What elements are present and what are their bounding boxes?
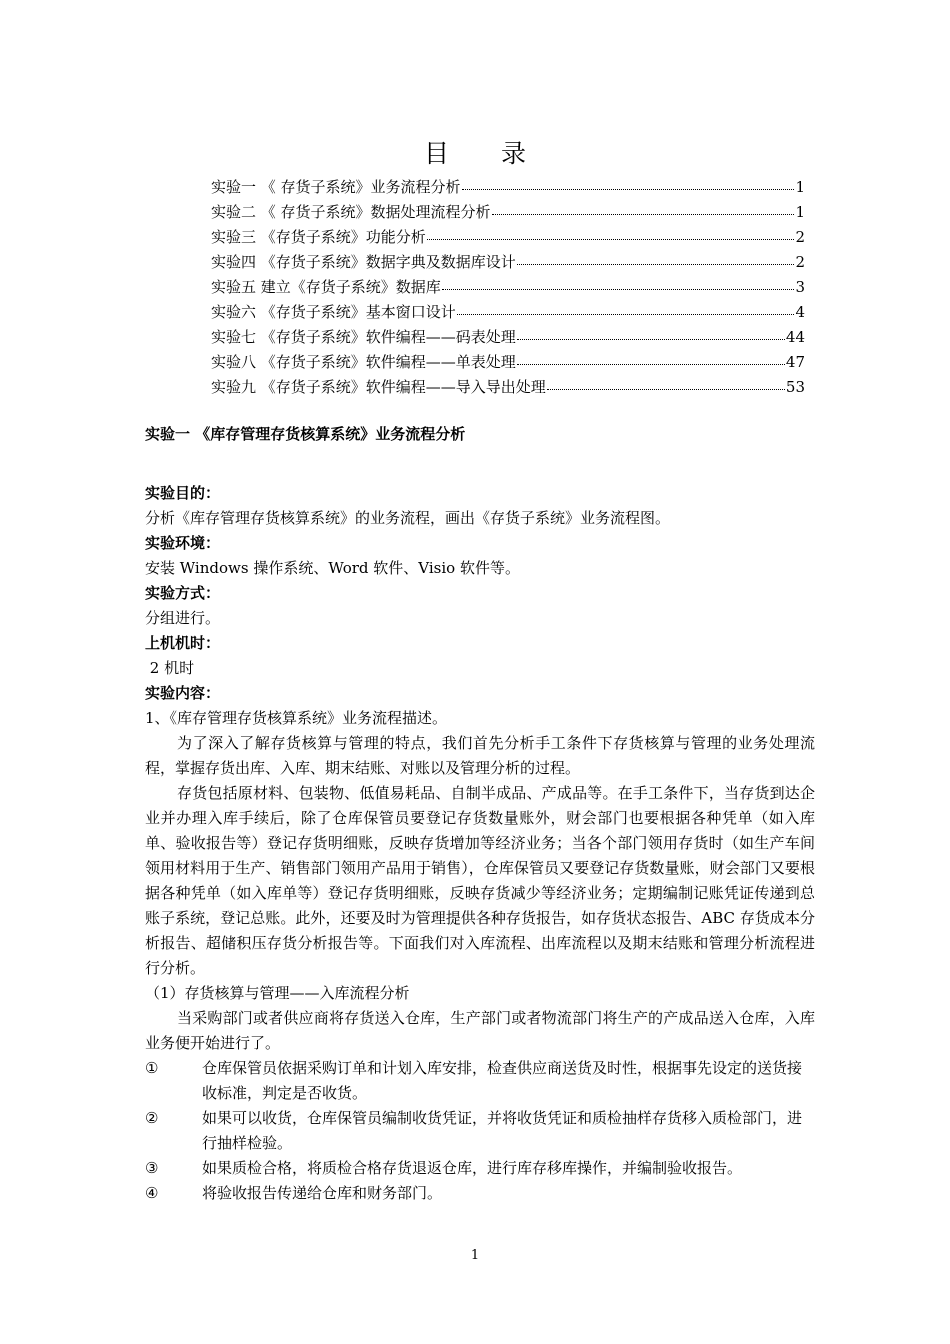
toc-entry[interactable] [211, 176, 805, 201]
method-text: 分组进行。 [145, 609, 221, 627]
purpose-label: 实验目的： [145, 484, 221, 502]
toc-entry-label: 实验七 《存货子系统》软件编程——码表处理 [211, 328, 516, 346]
toc-entry-page: 47 [785, 353, 805, 371]
hours-label: 上机机时： [145, 634, 221, 652]
toc-entry-label: 实验一 《 存货子系统》业务流程分析 [211, 178, 461, 196]
paragraph: 为了深入了解存货核算与管理的特点，我们首先分析手工条件下存货核算与管理的业务处理流程，掌握存货出库、入库、期末结账、对账以及管理分析的过程。 [145, 734, 815, 777]
list-item-number: ④ [145, 1184, 159, 1202]
toc-entry-page: 44 [785, 328, 805, 346]
toc-entry[interactable] [211, 251, 805, 276]
list-item-number: ① [145, 1059, 159, 1077]
environment-text: 安装 Windows 操作系统、Word 软件、Visio 软件等。 [145, 559, 520, 577]
toc-entry[interactable] [211, 326, 805, 351]
list-item [145, 1056, 815, 1106]
toc-entry-label: 实验四 《存货子系统》数据字典及数据库设计 [211, 253, 516, 271]
table-of-contents [211, 176, 805, 401]
toc-leader [462, 176, 795, 190]
purpose-text: 分析《库存管理存货核算系统》的业务流程，画出《存货子系统》业务流程图。 [145, 509, 671, 527]
paragraph: 当采购部门或者供应商将存货送入仓库，生产部门或者物流部门将生产的产成品送入仓库，入库业务便开始进行了。 [145, 1009, 815, 1052]
toc-entry[interactable] [211, 226, 805, 251]
toc-leader [457, 301, 795, 315]
toc-entry-page: 3 [795, 278, 805, 296]
toc-leader [517, 326, 785, 340]
toc-entry-label: 实验二 《 存货子系统》数据处理流程分析 [211, 203, 491, 221]
toc-entry[interactable] [211, 201, 805, 226]
toc-entry-label: 实验五 建立《存货子系统》数据库 [211, 278, 441, 296]
list-item [145, 1106, 815, 1156]
toc-leader [492, 201, 795, 215]
method-label: 实验方式： [145, 584, 221, 602]
toc-entry-label: 实验三 《存货子系统》功能分析 [211, 228, 426, 246]
toc-entry-page: 53 [785, 378, 805, 396]
toc-entry[interactable] [211, 351, 805, 376]
hours-text: 2 机时 [145, 659, 195, 677]
toc-leader [517, 351, 785, 365]
toc-entry-page: 1 [795, 178, 805, 196]
toc-leader [427, 226, 795, 240]
list-item-number: ③ [145, 1159, 159, 1177]
paragraph: 存货包括原材料、包装物、低值易耗品、自制半成品、产成品等。在手工条件下，当存货到达企业并办理入库手续后，除了仓库保管员要登记存货数量账外，财会部门也要根据各种凭单（如入库单、验收报告等）登记存货明细账，反映存货增加等经济业务；当各个部门领用存货时（如生产车间领用材料用于生产、销售部门领用产品用于销售），仓库保管员又要登记存货数量账，财会部门又要根据各种凭单（如入库单等）登记存货明细账，反映存货减少等经济业务；定期编制记账凭证传递到总账子系统，登记总账。此外，还要及时为管理提供各种存货报告，如存货状态报告、ABC 存货成本分析报告、超储积压存货分析报告等。下面我们对入库流程、出库流程以及期末结账和管理分析流程进行分析。 [145, 784, 815, 977]
toc-entry-label: 实验八 《存货子系统》软件编程——单表处理 [211, 353, 516, 371]
toc-entry[interactable] [211, 376, 805, 401]
toc-entry-page: 2 [795, 228, 805, 246]
toc-entry-page: 4 [795, 303, 805, 321]
list-item [145, 1156, 815, 1181]
toc-entry-label: 实验九 《存货子系统》软件编程——导入导出处理 [211, 378, 546, 396]
toc-title: 目 录 [424, 139, 548, 168]
subheading: （1）存货核算与管理——入库流程分析 [145, 984, 410, 1002]
toc-entry-page: 1 [795, 203, 805, 221]
list-item-number: ② [145, 1109, 159, 1127]
environment-label: 实验环境： [145, 534, 221, 552]
toc-entry[interactable] [211, 276, 805, 301]
list-item-text: 仓库保管员依据采购订单和计划入库安排，检查供应商送货及时性，根据事先设定的送货接收标准，判定是否收货。 [202, 1059, 803, 1102]
list-item-text: 将验收报告传递给仓库和财务部门。 [202, 1184, 443, 1202]
toc-leader [517, 251, 795, 265]
section-body [145, 422, 815, 1206]
list-item-text: 如果质检合格，将质检合格存货退返仓库，进行库存移库操作，并编制验收报告。 [202, 1159, 743, 1177]
list-item-text: 如果可以收货，仓库保管员编制收货凭证，并将收货凭证和质检抽样存货移入质检部门，进行抽样检验。 [202, 1109, 803, 1152]
toc-entry[interactable] [211, 301, 805, 326]
toc-leader [547, 376, 785, 390]
toc-entry-label: 实验六 《存货子系统》基本窗口设计 [211, 303, 456, 321]
list-item [145, 1181, 815, 1206]
toc-entry-page: 2 [795, 253, 805, 271]
section-heading: 实验一 《库存管理存货核算系统》业务流程分析 [145, 425, 466, 443]
content-intro: 1、《库存管理存货核算系统》业务流程描述。 [145, 709, 448, 727]
page-number: 1 [470, 1248, 480, 1263]
toc-leader [442, 276, 795, 290]
content-label: 实验内容： [145, 684, 221, 702]
